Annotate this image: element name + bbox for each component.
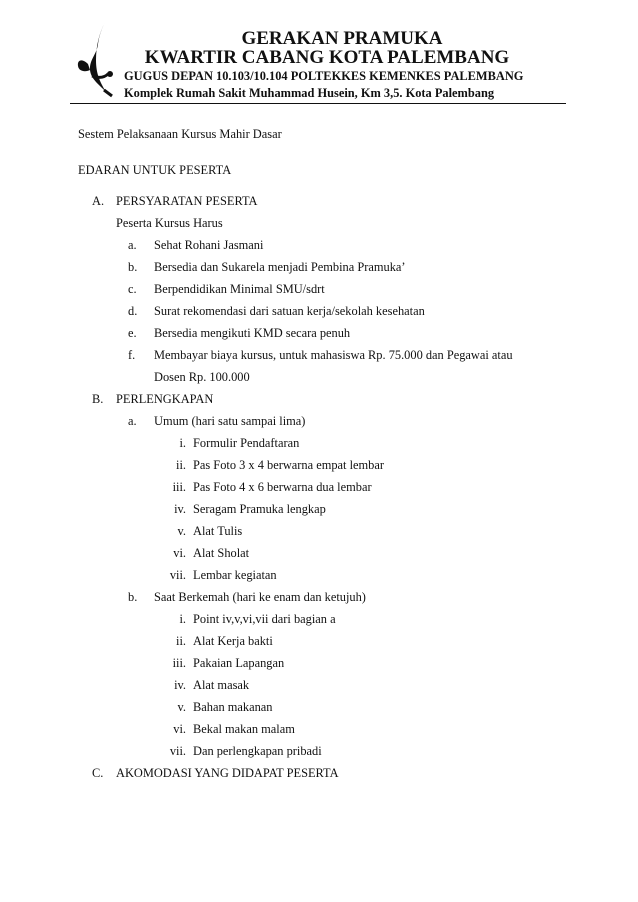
list-item: Seragam Pramuka lengkap — [193, 502, 326, 516]
doc-heading: EDARAN UNTUK PESERTA — [78, 163, 232, 177]
list-item-continuation: Dosen Rp. 100.000 — [154, 370, 250, 384]
letterhead-address: Komplek Rumah Sakit Muhammad Husein, Km 3,5. Kota Palembang — [124, 86, 495, 100]
roman-marker: iv. — [174, 502, 186, 516]
list-marker: f. — [128, 348, 136, 362]
subsection-title: Saat Berkemah (hari ke enam dan ketujuh) — [154, 590, 366, 604]
list-item: Formulir Pendaftaran — [193, 436, 300, 450]
list-item: Alat masak — [193, 678, 250, 692]
section-a-marker: A. — [92, 194, 105, 208]
list-item: Bersedia dan Sukarela menjadi Pembina Pramuka’ — [154, 260, 406, 274]
list-item: Pas Foto 3 x 4 berwarna empat lembar — [193, 458, 384, 472]
roman-marker: vi. — [173, 722, 186, 736]
roman-marker: vii. — [169, 568, 186, 582]
list-item: Pas Foto 4 x 6 berwarna dua lembar — [193, 480, 372, 494]
section-b-marker: B. — [92, 392, 104, 406]
list-item: Bersedia mengikuti KMD secara penuh — [154, 326, 351, 340]
subsection-marker: a. — [128, 414, 137, 428]
list-marker: a. — [128, 238, 137, 252]
list-item: Bekal makan malam — [193, 722, 295, 736]
section-c-marker: C. — [92, 766, 104, 780]
roman-marker: iii. — [172, 656, 186, 670]
list-item: Membayar biaya kursus, untuk mahasiswa Rp. 75.000 dan Pegawai atau — [154, 348, 513, 362]
list-item: Alat Kerja bakti — [193, 634, 273, 648]
list-marker: c. — [128, 282, 137, 296]
roman-marker: iv. — [174, 678, 186, 692]
list-item: Bahan makanan — [193, 700, 273, 714]
list-item: Sehat Rohani Jasmani — [154, 238, 264, 252]
list-item: Dan perlengkapan pribadi — [193, 744, 322, 758]
letterhead-subtitle: KWARTIR CABANG KOTA PALEMBANG — [144, 47, 510, 68]
list-item: Alat Tulis — [193, 524, 243, 538]
subsection-marker: b. — [128, 590, 138, 604]
roman-marker: v. — [177, 700, 186, 714]
section-a-lead: Peserta Kursus Harus — [116, 216, 223, 230]
list-item: Point iv,v,vi,vii dari bagian a — [193, 612, 336, 626]
list-item: Pakaian Lapangan — [193, 656, 285, 670]
letterhead-title: GERAKAN PRAMUKA — [241, 28, 443, 49]
roman-marker: ii. — [176, 634, 186, 648]
letterhead-divider — [70, 103, 566, 104]
roman-marker: iii. — [172, 480, 186, 494]
roman-marker: ii. — [176, 458, 186, 472]
list-marker: b. — [128, 260, 138, 274]
list-item: Lembar kegiatan — [193, 568, 277, 582]
list-item: Alat Sholat — [193, 546, 250, 560]
roman-marker: i. — [179, 612, 186, 626]
list-marker: d. — [128, 304, 138, 318]
section-c-title: AKOMODASI YANG DIDAPAT PESERTA — [116, 766, 339, 780]
list-marker: e. — [128, 326, 137, 340]
roman-marker: vii. — [169, 744, 186, 758]
list-item: Berpendidikan Minimal SMU/sdrt — [154, 282, 325, 296]
roman-marker: i. — [179, 436, 186, 450]
section-a-title: PERSYARATAN PESERTA — [116, 194, 258, 208]
roman-marker: vi. — [173, 546, 186, 560]
letterhead-group: GUGUS DEPAN 10.103/10.104 POLTEKKES KEMENKES PALEMBANG — [124, 69, 524, 83]
intro-line: Sestem Pelaksanaan Kursus Mahir Dasar — [78, 127, 282, 141]
roman-marker: v. — [177, 524, 186, 538]
subsection-title: Umum (hari satu sampai lima) — [154, 414, 306, 428]
section-b-title: PERLENGKAPAN — [116, 392, 214, 406]
list-item: Surat rekomendasi dari satuan kerja/sekolah kesehatan — [154, 304, 425, 318]
